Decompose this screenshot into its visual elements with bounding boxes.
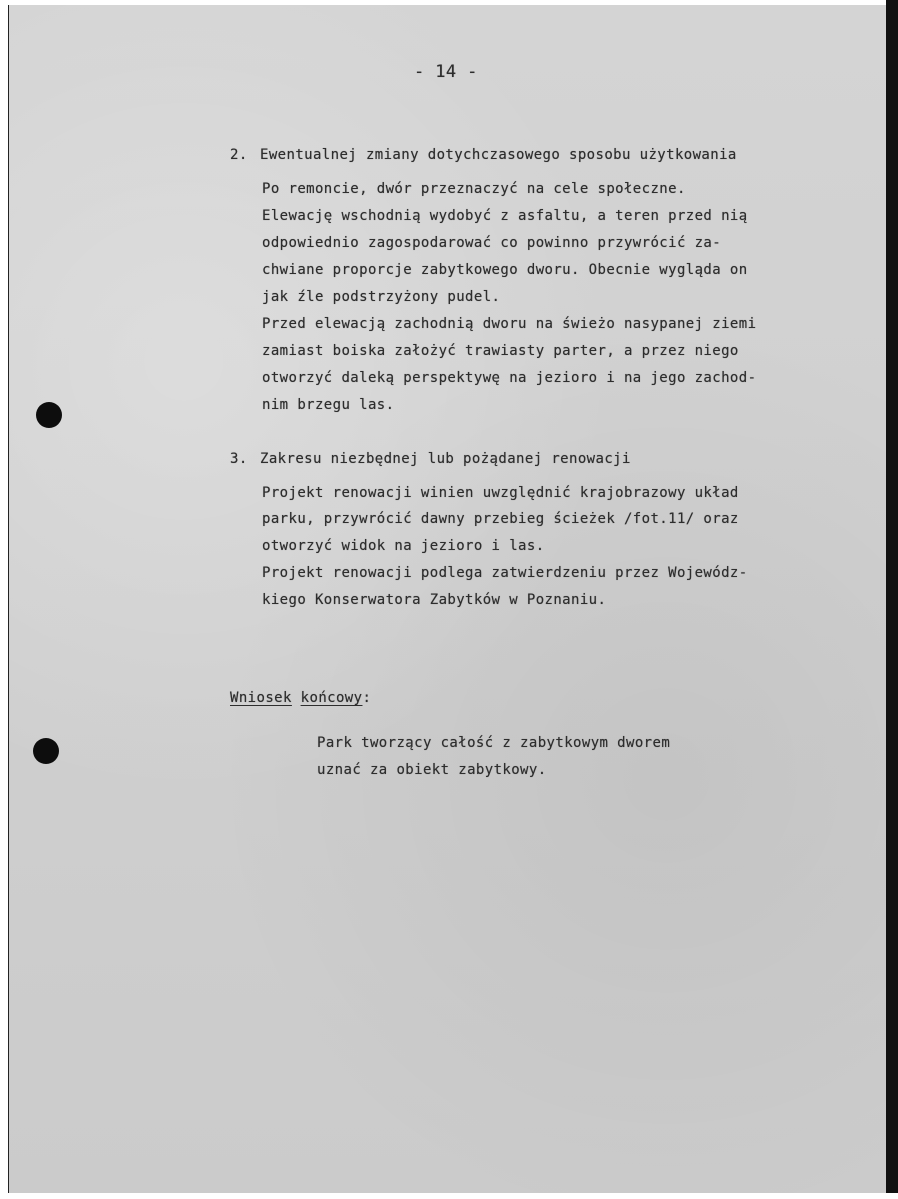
section-2-line: zamiast boiska założyć trawiasty parter, a przez niego <box>262 343 739 359</box>
conclusion-heading-word-1: Wniosek <box>230 690 292 706</box>
section-2-line: Elewację wschodnią wydobyć z asfaltu, a teren przed nią <box>262 208 748 224</box>
section-3-line: Projekt renowacji podlega zatwierdzeniu przez Wojewódz- <box>262 565 748 581</box>
punch-hole-bottom <box>33 738 59 764</box>
scan-edge-right <box>886 0 898 1199</box>
section-2-line: nim brzegu las. <box>262 397 395 413</box>
conclusion-line: uznać za obiekt zabytkowy. <box>317 762 547 778</box>
section-2-line: otworzyć daleką perspektywę na jezioro i na jego zachod- <box>262 370 757 386</box>
section-3-line: Projekt renowacji winien uwzględnić krajobrazowy układ <box>262 485 739 501</box>
section-2-line: Przed elewacją zachodnią dworu na świeżo nasypanej ziemi <box>262 316 757 332</box>
section-2-line: jak źle podstrzyżony pudel. <box>262 289 501 305</box>
section-2-line: chwiane proporcje zabytkowego dworu. Obecnie wygląda on <box>262 262 748 278</box>
section-2-heading: Ewentualnej zmiany dotychczasowego sposobu użytkowania <box>260 147 737 163</box>
section-2-line: Po remoncie, dwór przeznaczyć na cele społeczne. <box>262 181 686 197</box>
section-3-line: parku, przywrócić dawny przebieg ścieżek /fot.11/ oraz <box>262 511 739 527</box>
section-3-line: otworzyć widok na jezioro i las. <box>262 538 545 554</box>
section-2-line: odpowiednio zagospodarować co powinno przywrócić za- <box>262 235 722 251</box>
section-3-heading: Zakresu niezbędnej lub pożądanej renowacji <box>260 451 631 467</box>
page-number: - 14 - <box>414 62 478 82</box>
section-3-line: kiego Konserwatora Zabytków w Poznaniu. <box>262 592 607 608</box>
section-3-number: 3. <box>230 451 248 467</box>
conclusion-line: Park tworzący całość z zabytkowym dworem <box>317 735 671 751</box>
scan-edge-bottom <box>0 1193 898 1199</box>
conclusion-heading-colon: : <box>362 690 372 706</box>
conclusion-heading <box>230 690 371 706</box>
punch-hole-top <box>36 402 62 428</box>
section-2-number: 2. <box>230 147 248 163</box>
conclusion-heading-word-2: końcowy <box>300 690 363 706</box>
